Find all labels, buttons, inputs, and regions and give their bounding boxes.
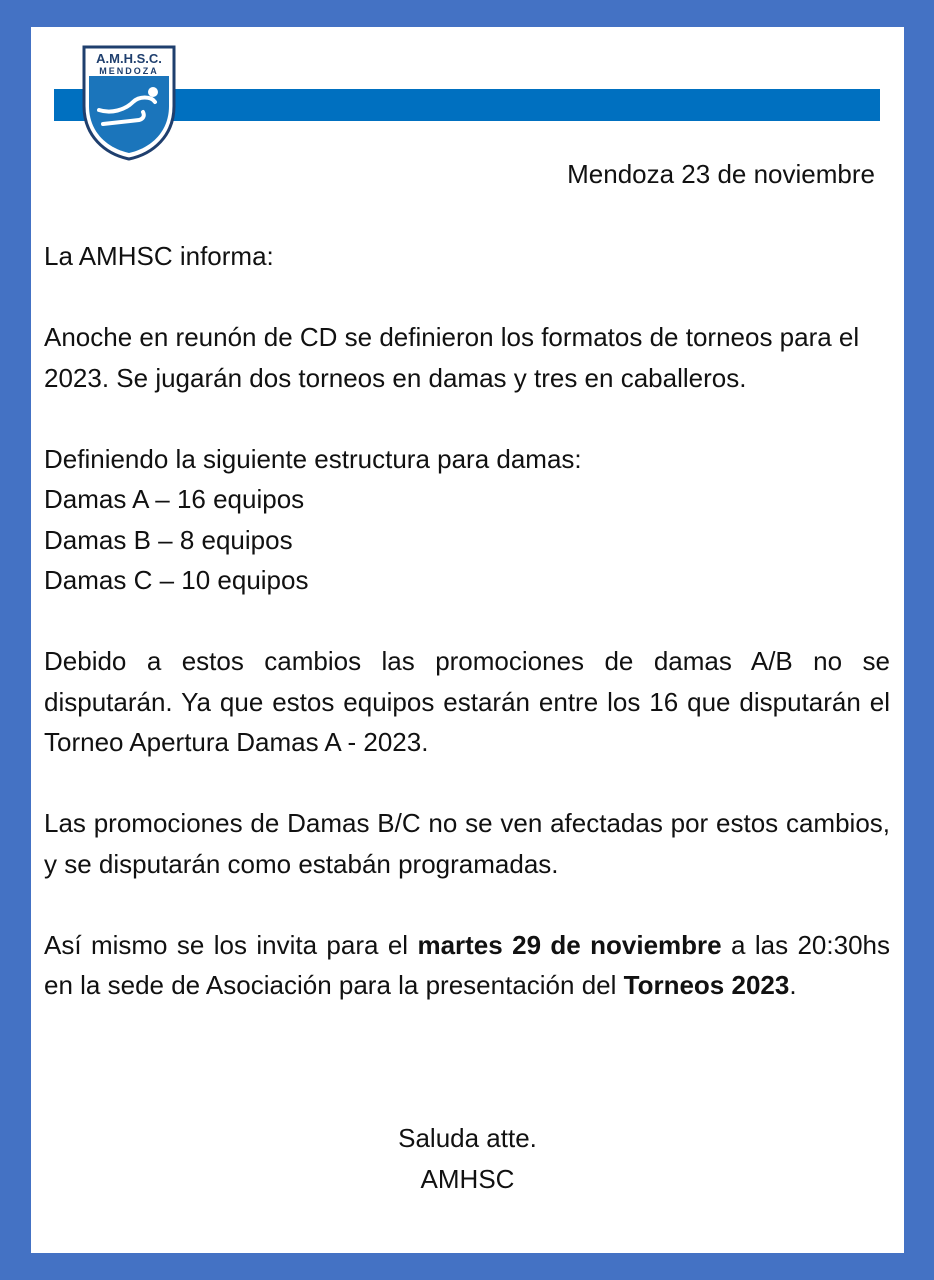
paragraph-invitation xyxy=(44,925,890,1006)
date-line: Mendoza 23 de noviembre xyxy=(567,159,875,189)
structure-intro: Definiendo la siguiente estructura para damas: xyxy=(44,443,582,474)
invitation-text: . xyxy=(789,970,797,1000)
paragraph-promotions-bc: Las promociones de Damas B/C no se ven afectadas por estos cambios, y se disputarán como estabán programadas. xyxy=(44,808,890,879)
header-bar xyxy=(54,89,880,121)
document-page xyxy=(31,27,904,1253)
logo-line2: MENDOZA xyxy=(99,66,159,76)
invitation-date: martes 29 de noviembre xyxy=(417,929,722,960)
division-item: Damas A – 16 equipos xyxy=(44,484,305,514)
paragraph-promotions-ab: Debido a estos cambios las promociones de damas A/B no se disputarán. Ya que estos equipos estarán entre los 16 que disputarán el Torneo Apertura Damas A - 2023. xyxy=(44,646,890,757)
division-item: Damas B – 8 equipos xyxy=(44,524,293,555)
invitation-text: Así mismo se los invita para el xyxy=(44,929,418,960)
signoff xyxy=(31,1118,904,1199)
invitation-event: Torneos 2023 xyxy=(623,970,790,1000)
greeting: La AMHSC informa: xyxy=(44,241,274,271)
signoff-greeting: Saluda atte. xyxy=(398,1123,537,1153)
signoff-signature: AMHSC xyxy=(420,1163,515,1194)
division-item: Damas C – 10 equipos xyxy=(44,565,309,595)
logo-line1: A.M.H.S.C. xyxy=(96,51,162,66)
letter-body xyxy=(44,236,890,1006)
paragraph-formats: Anoche en reunón de CD se definieron los formatos de torneos para el 2023. Se jugarán dos torneos en damas y tres en caballeros. xyxy=(44,322,860,393)
invitation-text: a las 20:30hs en la sede de Asociación para la presentación del xyxy=(44,929,890,1000)
amhsc-shield-logo xyxy=(81,44,177,162)
